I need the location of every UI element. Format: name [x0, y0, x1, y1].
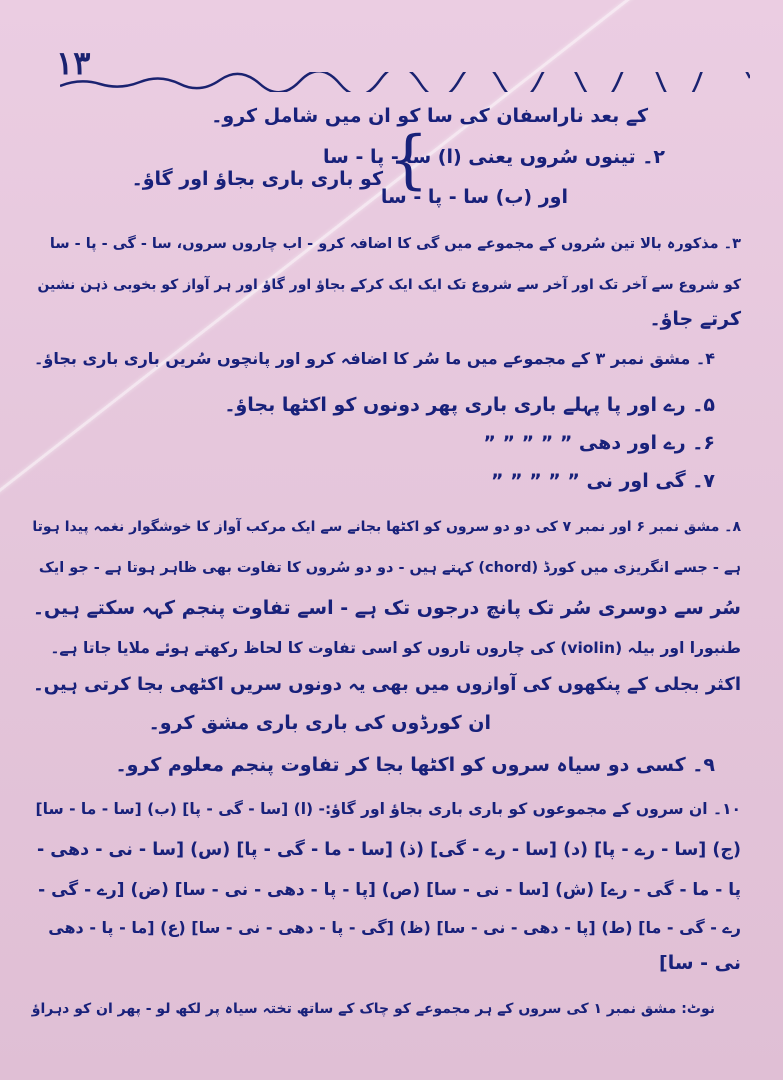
item-3-line-2: کو شروع سے آخر تک اور آخر سے شروع تک ایک ایک کرکے بجاؤ اور گاؤ اور ہر آواز کو بخوبی ذہن نشین [37, 277, 741, 293]
header-wavy-rule [60, 72, 750, 92]
item-8-line-6: ان کورڈوں کی باری باری مشق کرو۔ [148, 712, 491, 734]
item-8-line-2: ہے - جسے انگریزی میں کورڈ (chord) کہتے ہیں - دو دو سُروں کا تفاوت بھی ظاہر ہوتا ہے - جو ایک [38, 560, 741, 576]
page-number: ۱۳ [56, 44, 91, 82]
item-2-instruction: کو باری باری بجاؤ اور گاؤ۔ [131, 168, 383, 190]
item-4: ۴۔ مشق نمبر ۳ کے مجموعے میں ما سُر کا اضافہ کرو اور پانچوں سُریں باری باری بجاؤ۔ [34, 349, 715, 368]
item-2-line-a: ۲۔ تینوں سُروں یعنی (ا) سا - پا - سا [323, 146, 665, 168]
item-3-line-3: کرتے جاؤ۔ [649, 308, 741, 330]
item-10-line-4: رے - گی - ما] (ط) [پا - دھی - نی - سا] (ظ) [گی - پا - دھی - نی - سا] (ع) [ما - پا - دھی [48, 918, 741, 937]
item-10-line-2: (ج) [سا - رے - پا] (د) [سا - رے - گی] (ذ) [سا - ما - گی - پا] (س) [سا - نی - دھی - [36, 840, 741, 860]
note-line: نوٹ: مشق نمبر ۱ کی سروں کے ہر مجموعے کو چاک کے ساتھ تختہ سیاہ پر لکھ لو - پھر ان کو دہراؤ [31, 1001, 715, 1017]
item-10-line-5: نی - سا] [659, 952, 741, 974]
item-5: ۵۔ رے اور پا پہلے باری باری پھر دونوں کو اکٹھا بجاؤ۔ [224, 394, 715, 416]
item-9: ۹۔ کسی دو سیاہ سروں کو اکٹھا بجا کر تفاوت پنجم معلوم کرو۔ [115, 754, 715, 776]
item-8-line-1: ۸۔ مشق نمبر ۶ اور نمبر ۷ کی دو دو سروں کو اکٹھا بجانے سے ایک مرکب آواز کا خوشگوار نغمہ پیدا ہوتا [32, 519, 741, 535]
item-8-line-3: سُر سے دوسری سُر تک پانچ درجوں تک ہے - اسے تفاوت پنجم کہہ سکتے ہیں۔ [32, 597, 741, 619]
item-8-line-4: طنبورا اور بیلہ (violin) کی چاروں تاروں کو اسی تفاوت کا لحاظ رکھتے ہوئے ملایا جاتا ہے۔ [50, 639, 741, 657]
curly-brace: { [388, 123, 429, 197]
text-line-1: کے بعد ناراسفان کی سا کو ان میں شامل کرو۔ [211, 105, 648, 127]
item-8-line-5: اکثر بجلی کے پنکھوں کی آوازوں میں بھی یہ دونوں سریں اکٹھی بجا کرتی ہیں۔ [33, 674, 741, 695]
item-7: ۷۔ گی اور نی ” ” ” ” ” [491, 470, 715, 492]
item-3-line-1: ۳۔ مذکورہ بالا تین سُروں کے مجموعے میں گی کا اضافہ کرو - اب چاروں سروں، سا - گی - پا - سا [49, 236, 741, 252]
item-6: ۶۔ رے اور دھی ” ” ” ” ” [483, 432, 715, 454]
item-2-line-b: اور (ب) سا - پا - سا [380, 186, 568, 208]
item-10-line-3: پا - ما - گی - رے] (ش) [سا - نی - سا] (ص) [پا - پا - دھی - نی - سا] (ض) [رے - گی - [38, 880, 741, 900]
item-10-line-1: ۱۰۔ ان سروں کے مجموعوں کو باری باری بجاؤ اور گاؤ:- (ا) [سا - گی - پا] (ب) [سا - ما - سا] [35, 800, 741, 818]
